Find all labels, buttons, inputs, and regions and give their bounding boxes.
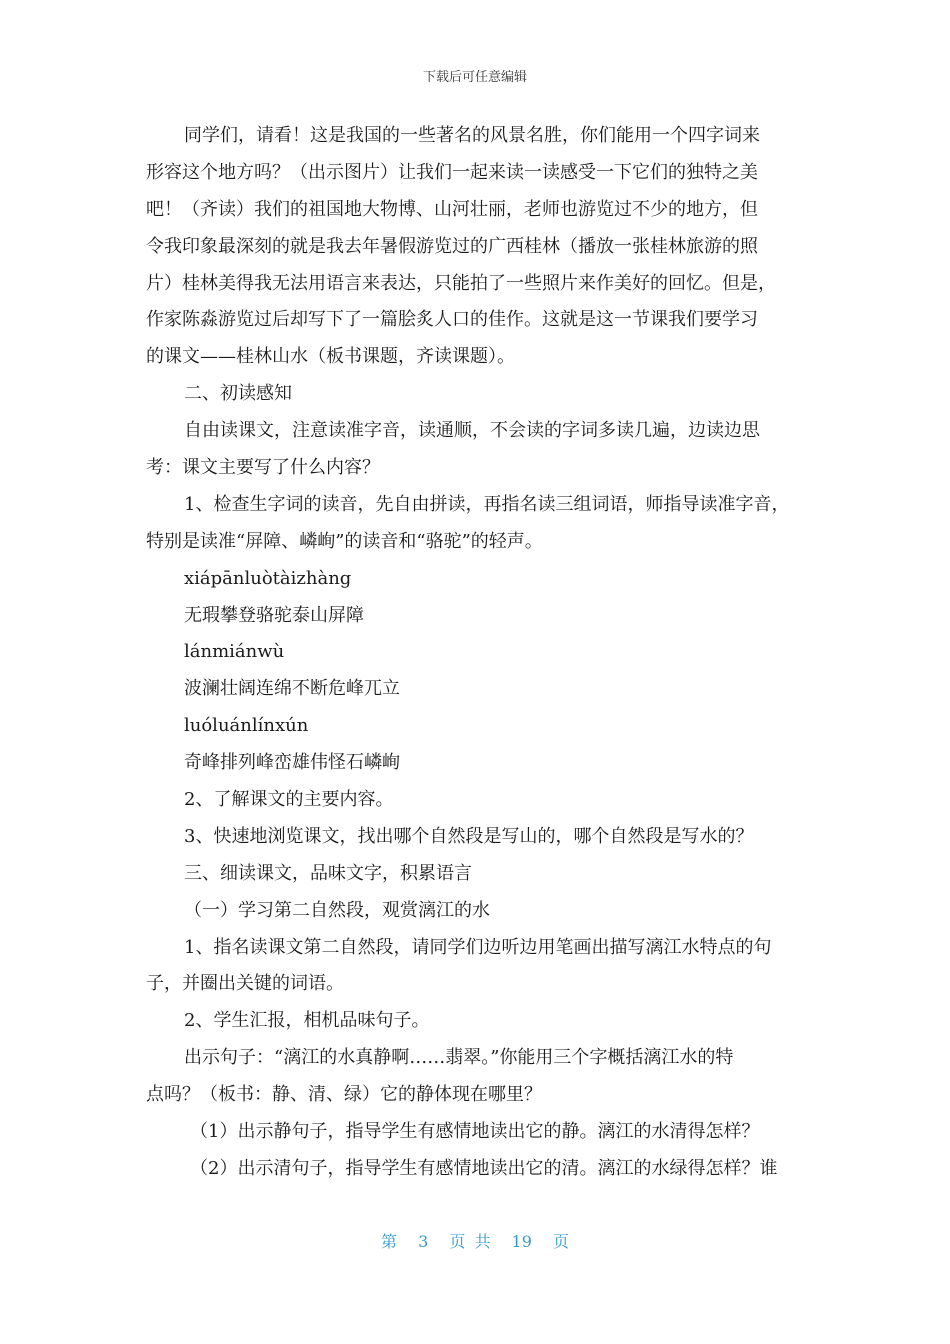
text-line: 1、指名读课文第二自然段，请同学们边听边用笔画出描写漓江水特点的句: [184, 936, 772, 958]
page-footer: [0, 1229, 950, 1252]
text-line: 片）桂林美得我无法用语言来表达，只能拍了一些照片来作美好的回忆。但是，: [146, 272, 776, 294]
footer-total-pages: 19: [511, 1232, 532, 1251]
text-line: 二、初读感知: [184, 383, 292, 405]
text-line: 1、检查生字词的读音，先自由拼读，再指名读三组词语，师指导读准字音，: [184, 493, 790, 515]
text-line: 奇峰排列峰峦雄伟怪石嶙峋: [184, 752, 400, 774]
text-line: 出示句子：“漓江的水真静啊……翡翠。”你能用三个字概括漓江水的特: [184, 1047, 734, 1069]
document-body: [146, 118, 818, 1188]
text-line: luóluánlínxún: [184, 715, 309, 737]
text-line: （1）出示静句子，指导学生有感情地读出它的静。漓江的水清得怎样？: [190, 1121, 760, 1143]
text-line: 三、细读课文，品味文字，积累语言: [184, 862, 472, 884]
text-line: 波澜壮阔连绵不断危峰兀立: [184, 678, 400, 700]
text-line: lánmiánwù: [184, 641, 285, 663]
footer-current-page: 3: [418, 1232, 429, 1251]
text-line: 形容这个地方吗？（出示图片）让我们一起来读一读感受一下它们的独特之美: [146, 161, 758, 183]
text-line: 令我印象最深刻的就是我去年暑假游览过的广西桂林（播放一张桂林旅游的照: [146, 235, 758, 257]
footer-middle: 页 共: [449, 1232, 491, 1251]
text-line: 特别是读准“屏障、嶙峋”的读音和“骆驼”的轻声。: [146, 530, 543, 552]
text-line: 同学们，请看！这是我国的一些著名的风景名胜，你们能用一个四字词来: [184, 125, 760, 146]
text-line: 作家陈淼游览过后却写下了一篇脍炙人口的佳作。这就是这一节课我们要学习: [146, 309, 758, 331]
text-line: xiápānluòtàizhàng: [184, 567, 352, 589]
text-line: 无瑕攀登骆驼泰山屏障: [184, 604, 364, 626]
text-line: 2、学生汇报，相机品味句子。: [184, 1010, 430, 1032]
text-line: （一）学习第二自然段，观赏漓江的水: [184, 899, 490, 921]
text-line: 子，并圈出关键的词语。: [146, 973, 344, 995]
text-line: 的课文——桂林山水（板书课题，齐读课题）。: [146, 346, 515, 368]
footer-suffix: 页: [553, 1232, 570, 1251]
page-header-note: 下载后可任意编辑: [422, 70, 527, 85]
text-line: 3、快速地浏览课文，找出哪个自然段是写山的，哪个自然段是写水的？: [184, 825, 754, 847]
text-line: 吧！（齐读）我们的祖国地大物博、山河壮丽，老师也游览过不少的地方，但: [146, 198, 758, 220]
text-line: 2、了解课文的主要内容。: [184, 789, 394, 811]
text-line: 自由读课文，注意读准字音，读通顺，不会读的字词多读几遍，边读边思: [184, 420, 760, 442]
text-line: （2）出示清句子，指导学生有感情地读出它的清。漓江的水绿得怎样？谁: [190, 1157, 778, 1179]
text-line: 点吗？（板书：静、清、绿）它的静体现在哪里？: [146, 1084, 542, 1106]
footer-prefix: 第: [380, 1232, 397, 1251]
text-line: 考：课文主要写了什么内容？: [146, 457, 380, 479]
